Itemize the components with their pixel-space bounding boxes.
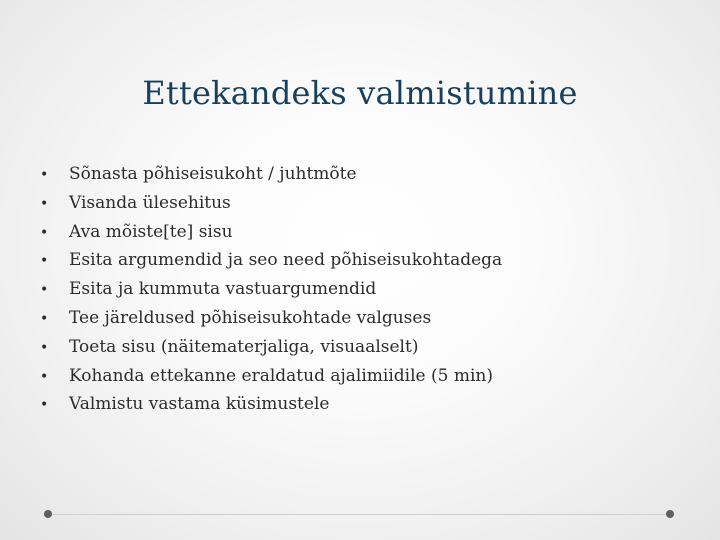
slide-title: Ettekandeks valmistumine [142, 74, 578, 112]
bullet-dot-icon: • [40, 195, 49, 212]
bullet-item [40, 279, 502, 308]
footer-divider-line [48, 514, 670, 515]
bullet-dot-icon: • [40, 368, 49, 385]
bullet-text: Esita ja kummuta vastuargumendid [69, 279, 377, 300]
bullet-item [40, 164, 502, 193]
bullet-dot-icon: • [40, 397, 49, 414]
bullet-item [40, 193, 502, 222]
bullet-item [40, 222, 502, 251]
bullet-item [40, 366, 502, 395]
bullet-text: Esita argumendid ja seo need põhiseisukohtadega [69, 250, 503, 271]
right-dot-icon [666, 510, 674, 518]
bullet-item [40, 308, 502, 337]
bullet-dot-icon: • [40, 253, 49, 270]
bullet-text: Kohanda ettekanne eraldatud ajalimiidile (5 min) [69, 365, 493, 386]
bullet-dot-icon: • [40, 310, 49, 327]
bullet-list [40, 164, 502, 423]
bullet-text: Valmistu vastama küsimustele [69, 394, 330, 415]
bullet-text: Tee järeldused põhiseisukohtade valguses [69, 307, 432, 328]
bullet-dot-icon: • [40, 224, 49, 241]
bullet-text: Sõnasta põhiseisukoht / juhtmõte [69, 164, 357, 184]
bullet-dot-icon: • [40, 339, 49, 356]
bullet-text: Ava mõiste[te] sisu [69, 221, 233, 242]
bullet-dot-icon: • [40, 282, 49, 299]
bullet-text: Visanda ülesehitus [69, 192, 231, 213]
bullet-item [40, 250, 502, 279]
left-dot-icon [44, 510, 52, 518]
bullet-item [40, 394, 502, 423]
bullet-dot-icon: • [40, 167, 49, 183]
bullet-item [40, 337, 502, 366]
bullet-text: Toeta sisu (näitematerjaliga, visuaalselt) [69, 336, 419, 357]
